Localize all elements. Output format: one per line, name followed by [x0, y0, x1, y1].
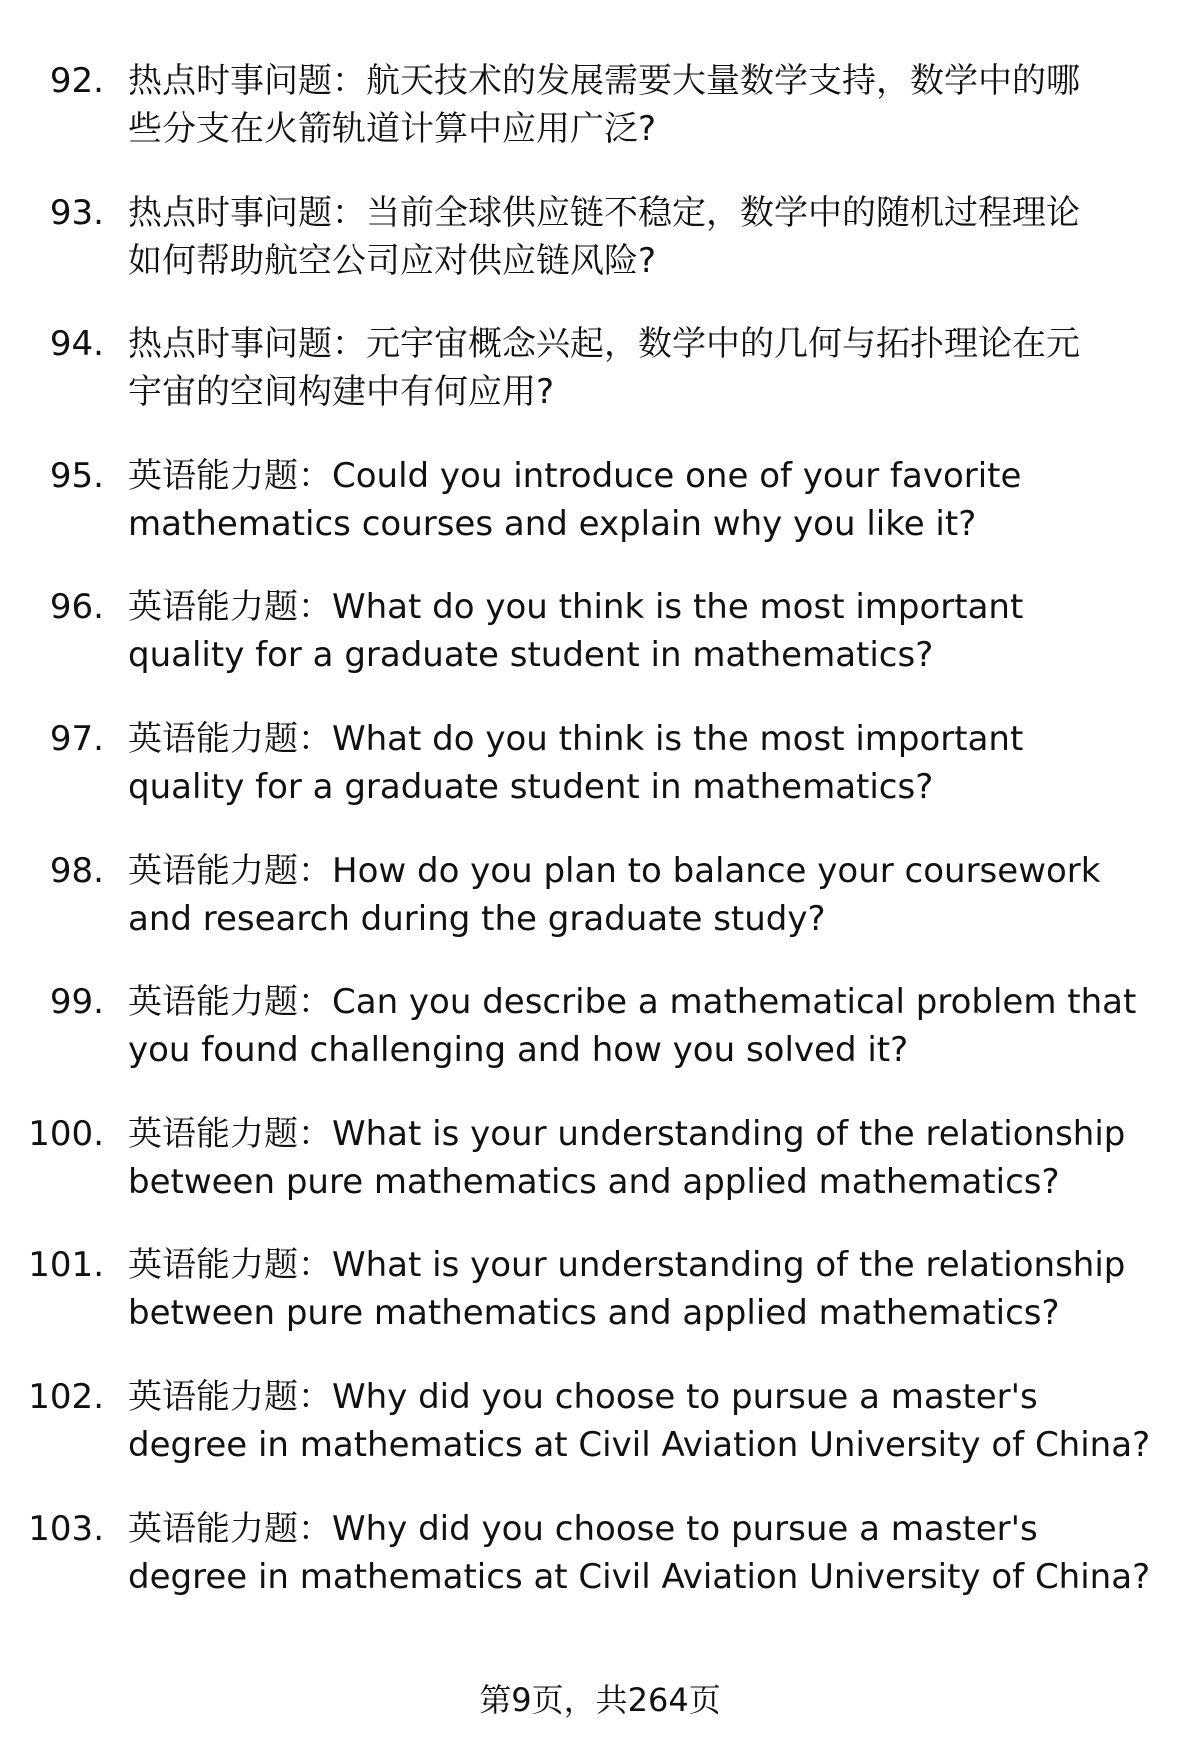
item-text	[128, 715, 1178, 811]
item-line: 些分支在火箭轨道计算中应用广泛?	[128, 109, 657, 149]
item-line: between pure mathematics and applied mathematics?	[128, 1293, 1060, 1334]
page-footer: 第9页，共264页	[479, 1681, 721, 1719]
item-line: 英语能力题：Can you describe a mathematical problem that	[128, 982, 1137, 1023]
item-number: 94.	[49, 324, 104, 365]
item-line: quality for a graduate student in mathematics?	[128, 766, 934, 807]
item-line: mathematics courses and explain why you like it?	[128, 503, 977, 544]
item-line: 英语能力题：Why did you choose to pursue a master's	[128, 1508, 1038, 1549]
item-text	[128, 1241, 1178, 1337]
list-item	[0, 847, 1200, 979]
item-line: 热点时事问题：当前全球供应链不稳定，数学中的随机过程理论	[128, 192, 1080, 233]
item-text	[128, 1373, 1178, 1469]
item-number: 101.	[28, 1245, 104, 1286]
item-number: 96.	[49, 587, 104, 628]
item-line: between pure mathematics and applied mathematics?	[128, 1161, 1060, 1202]
item-number: 99.	[49, 982, 104, 1023]
item-text	[128, 583, 1178, 679]
item-text	[128, 978, 1178, 1074]
item-text	[128, 189, 1178, 285]
item-line: degree in mathematics at Civil Aviation University of China?	[128, 1556, 1151, 1597]
item-number: 93.	[49, 192, 104, 233]
list-item	[0, 189, 1200, 321]
item-text	[128, 57, 1178, 153]
item-line: 热点时事问题：航天技术的发展需要大量数学支持，数学中的哪	[128, 61, 1080, 101]
list-item	[0, 1110, 1200, 1242]
item-text	[128, 452, 1178, 548]
item-line: 英语能力题：What is your understanding of the relationship	[128, 1113, 1126, 1154]
list-item	[0, 1241, 1200, 1373]
item-number: 95.	[49, 455, 104, 496]
item-number: 97.	[49, 718, 104, 759]
item-text	[128, 1505, 1178, 1601]
item-text	[128, 320, 1178, 416]
item-line: 英语能力题：What do you think is the most important	[128, 718, 1024, 759]
item-text	[128, 1110, 1178, 1206]
item-line: you found challenging and how you solved it?	[128, 1030, 909, 1071]
item-line: 英语能力题：Could you introduce one of your favorite	[128, 455, 1022, 496]
list-item	[0, 978, 1200, 1110]
item-line: 英语能力题：What is your understanding of the relationship	[128, 1245, 1126, 1286]
item-line: degree in mathematics at Civil Aviation University of China?	[128, 1424, 1151, 1465]
list-item	[0, 57, 1200, 189]
item-number: 100.	[28, 1113, 104, 1154]
list-item	[0, 1373, 1200, 1505]
item-number: 102.	[28, 1376, 104, 1417]
item-line: quality for a graduate student in mathematics?	[128, 635, 934, 676]
item-line: 热点时事问题：元宇宙概念兴起，数学中的几何与拓扑理论在元	[128, 324, 1080, 365]
list-item	[0, 452, 1200, 584]
item-number: 103.	[28, 1508, 104, 1549]
list-item	[0, 583, 1200, 715]
item-line: 如何帮助航空公司应对供应链风险?	[128, 240, 657, 281]
item-number: 98.	[49, 850, 104, 891]
list-item	[0, 715, 1200, 847]
item-line: 英语能力题：How do you plan to balance your coursework	[128, 850, 1101, 891]
item-line: and research during the graduate study?	[128, 898, 826, 939]
item-number: 92.	[49, 61, 104, 101]
list-item	[0, 1505, 1200, 1637]
question-list	[0, 57, 1200, 1636]
item-text	[128, 847, 1178, 943]
item-line: 英语能力题：What do you think is the most important	[128, 587, 1024, 628]
item-line: 英语能力题：Why did you choose to pursue a master's	[128, 1376, 1038, 1417]
list-item	[0, 320, 1200, 452]
item-line: 宇宙的空间构建中有何应用?	[128, 372, 555, 413]
